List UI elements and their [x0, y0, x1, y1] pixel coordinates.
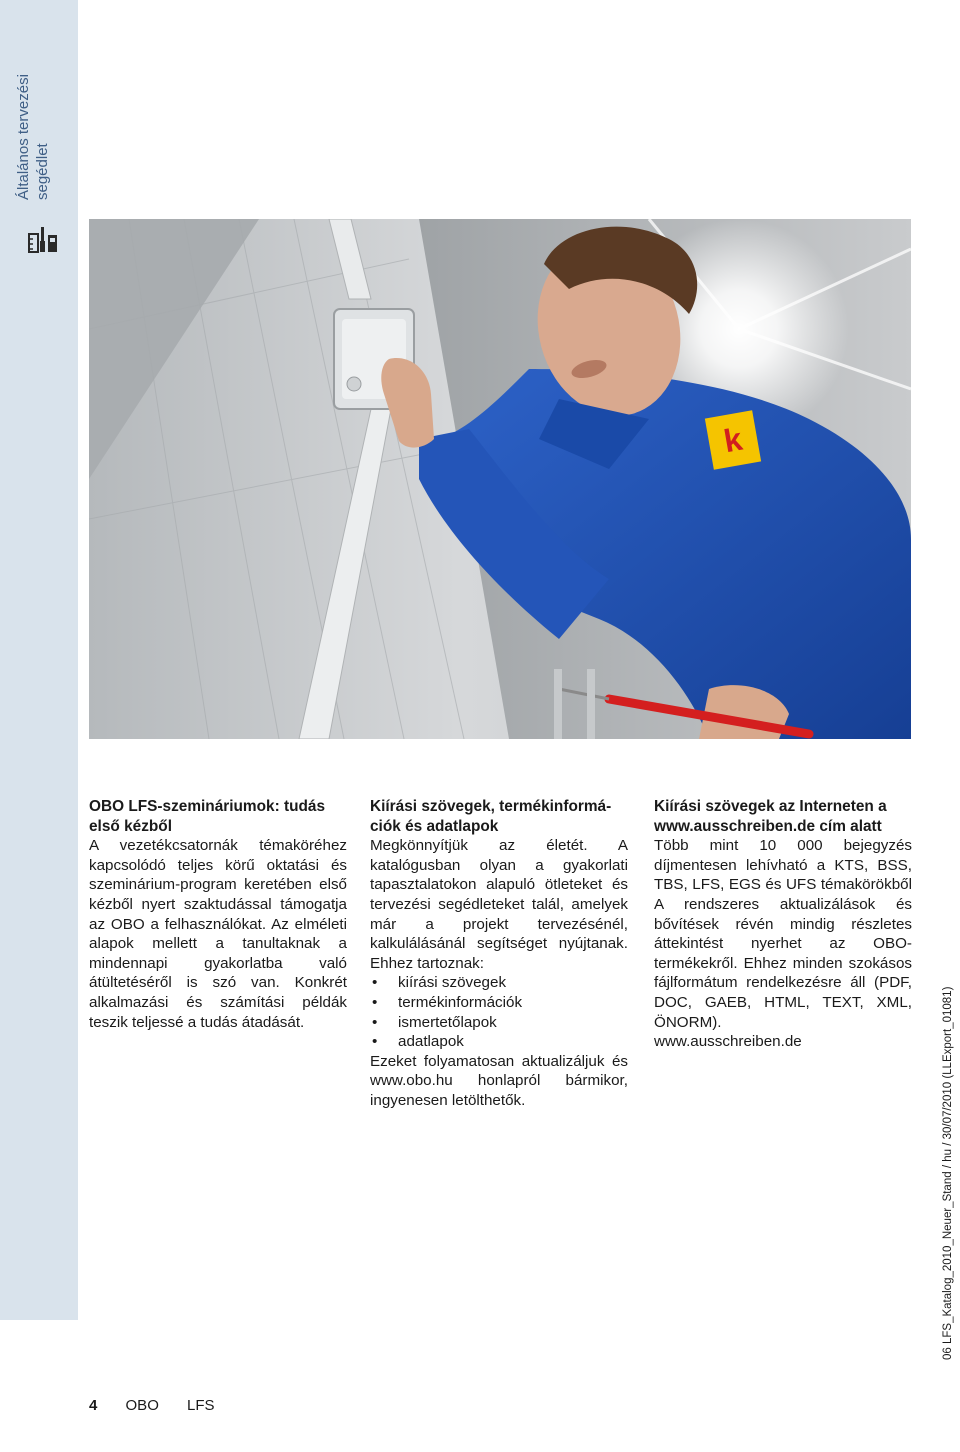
seminars-heading-line1: OBO LFS-szemináriumok: tudás	[89, 798, 326, 815]
footer-brand: OBO	[125, 1397, 159, 1414]
list-item: • ismertetőlapok	[370, 1013, 628, 1033]
internet-heading-line2: www.ausschreiben.de cím alatt	[654, 817, 882, 835]
specifications-heading-line1: Kiírási szövegek, termékinformá-	[370, 798, 612, 815]
catalog-meta-text: 06 LFS_Katalog_2010_Neuer_Stand / hu / 30/07/2010 (LLExport_01081)	[942, 986, 954, 1360]
footer-product: LFS	[187, 1397, 215, 1414]
page-footer	[89, 1396, 239, 1416]
ausschreiben-link[interactable]: www.ausschreiben.de	[654, 1033, 802, 1051]
section-label-line2: segédlet	[34, 143, 51, 200]
internet-body: Több mint 10 000 bejegyzés díjmentesen lehívható a KTS, BSS, TBS, LFS, EGS és UFS témakörökből A rendszeres aktualizálások és bővítések révén mindig részletes áttekintést nyerhet az OBO-termékekről. Ehhez minden szokásos fájlformátum rendelkezésre áll (PDF, DOC, GAEB, HTML, TEXT, XML, ÖNORM).	[654, 837, 912, 1031]
column-seminars	[89, 797, 347, 1032]
seminars-body: A vezetékcsatornák témaköréhez kapcsolódó teljes körű oktatási és szeminárium-program keretében első kézből nyert szaktudással támogatja az OBO a felhasználókat. Az elméleti alapok mellett a tanultaknak a mindennapi gyakorlatba való átültetéséről is szó van. Konkrét alkalmazási és számítási példák teszik teljessé a tudás átadását.	[89, 837, 347, 1031]
specifications-closing: Ezeket folyamatosan aktualizáljuk és www.obo.hu honlapról bármikor, ingyenesen letölthetők.	[370, 1052, 628, 1109]
list-item: • termékinformációk	[370, 993, 628, 1013]
specifications-list	[370, 973, 628, 1051]
internet-heading	[654, 797, 912, 836]
specifications-heading-line2: ciók és adatlapok	[370, 817, 499, 835]
page-number: 4	[89, 1397, 98, 1414]
photo-electrician	[89, 219, 911, 739]
column-specifications	[370, 797, 628, 1111]
section-label-line1: Általános tervezési	[15, 74, 32, 200]
specifications-heading	[370, 797, 628, 836]
list-item: • adatlapok	[370, 1032, 628, 1052]
seminars-heading	[89, 797, 347, 836]
catalog-meta	[940, 986, 960, 1360]
internet-heading-line1: Kiírási szövegek az Interneten a	[654, 798, 887, 815]
planning-tools-icon	[28, 226, 58, 254]
list-item: • kiírási szövegek	[370, 973, 628, 993]
seminars-heading-line2: első kézből	[89, 817, 172, 835]
column-internet	[654, 797, 912, 1052]
section-label	[14, 72, 62, 200]
section-label-text	[14, 72, 52, 200]
badge-letter: k	[721, 420, 745, 460]
specifications-body: Megkönnyítjük az életét. A katalógusban olyan a gyakorlati tapasztalatokon alapuló ötleteket és tervezési segédleteket talál, amelyek már a projekt tervezésénél, kalkulálásánál segítséget nyújtanak. Ehhez tartoznak:	[370, 837, 628, 972]
